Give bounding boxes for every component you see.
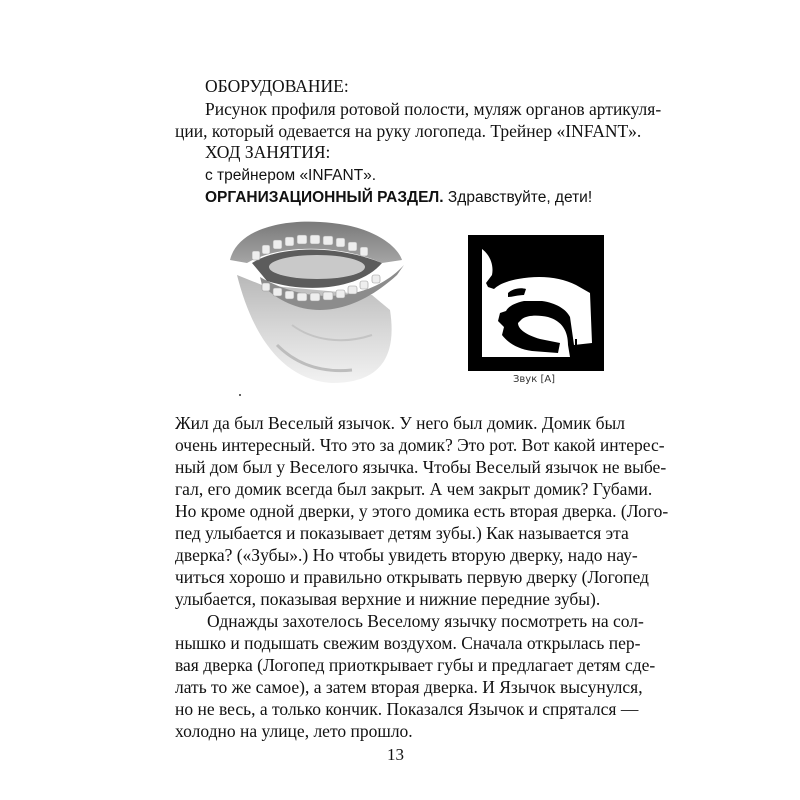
- paragraph2-line-3: вая дверка (Логопед приоткрывает губы и предлагает детям сде-: [175, 655, 656, 675]
- paragraph1-line-7: дверка? («Зубы».) Но чтобы увидеть вторую дверку, надо нау-: [175, 545, 638, 565]
- lesson-heading: ХОД ЗАНЯТИЯ:: [205, 142, 331, 162]
- equipment-heading: ОБОРУДОВАНИЕ:: [205, 76, 349, 96]
- equipment-line-1: Рисунок профиля ротовой полости, муляж органов артикуля-: [205, 99, 662, 119]
- oral-cavity-profile-drawing: [468, 235, 604, 376]
- paragraph1-line-3: ный дом был у Веселого язычка. Чтобы Веселый язычок не выбе-: [175, 457, 667, 477]
- paragraph2-line-2: нышко и подышать свежим воздухом. Сначала открылась пер-: [175, 633, 641, 653]
- figure-caption: Звук [А]: [513, 374, 556, 385]
- org-section-greeting: Здравствуйте, дети!: [443, 189, 593, 206]
- articulation-model-photo: [222, 215, 432, 390]
- paragraph1-line-1: Жил да был Веселый язычок. У него был домик. Домик был: [175, 413, 625, 433]
- trainer-line: с трейнером «INFANT».: [205, 167, 377, 184]
- paragraph1-line-5: Но кроме одной дверки, у этого домика есть вторая дверка. (Лого-: [175, 501, 669, 521]
- paragraph1-line-9: улыбается, показывая верхние и нижние передние зубы).: [175, 589, 601, 609]
- page-number: 13: [387, 745, 404, 764]
- equipment-line-2: ции, который одевается на руку логопеда. Трейнер «INFANT».: [175, 121, 642, 141]
- paragraph1-line-4: гал, его домик всегда был закрыт. А чем закрыт домик? Губами.: [175, 479, 653, 499]
- paragraph2-line-5: но не весь, а только кончик. Показался Язычок и спрятался —: [175, 699, 639, 719]
- paragraph1-line-8: читься хорошо и правильно открывать первую дверку (Логопед: [175, 567, 649, 587]
- paragraph1-line-6: пед улыбается и показывает детям зубы.) Как называется эта: [175, 523, 629, 543]
- org-section-line: [205, 188, 592, 208]
- stray-dot: [239, 394, 241, 396]
- paragraph2-line-4: лать то же самое), а затем вторая дверка. И Язычок высунулся,: [175, 677, 643, 697]
- paragraph2-line-6: холодно на улице, лето прошло.: [175, 721, 413, 741]
- paragraph1-line-2: очень интересный. Что это за домик? Это рот. Вот какой интерес-: [175, 435, 665, 455]
- paragraph2-line-1: Однажды захотелось Веселому язычку посмотреть на сол-: [207, 611, 644, 631]
- org-section-heading: ОРГАНИЗАЦИОННЫЙ РАЗДЕЛ.: [205, 189, 444, 206]
